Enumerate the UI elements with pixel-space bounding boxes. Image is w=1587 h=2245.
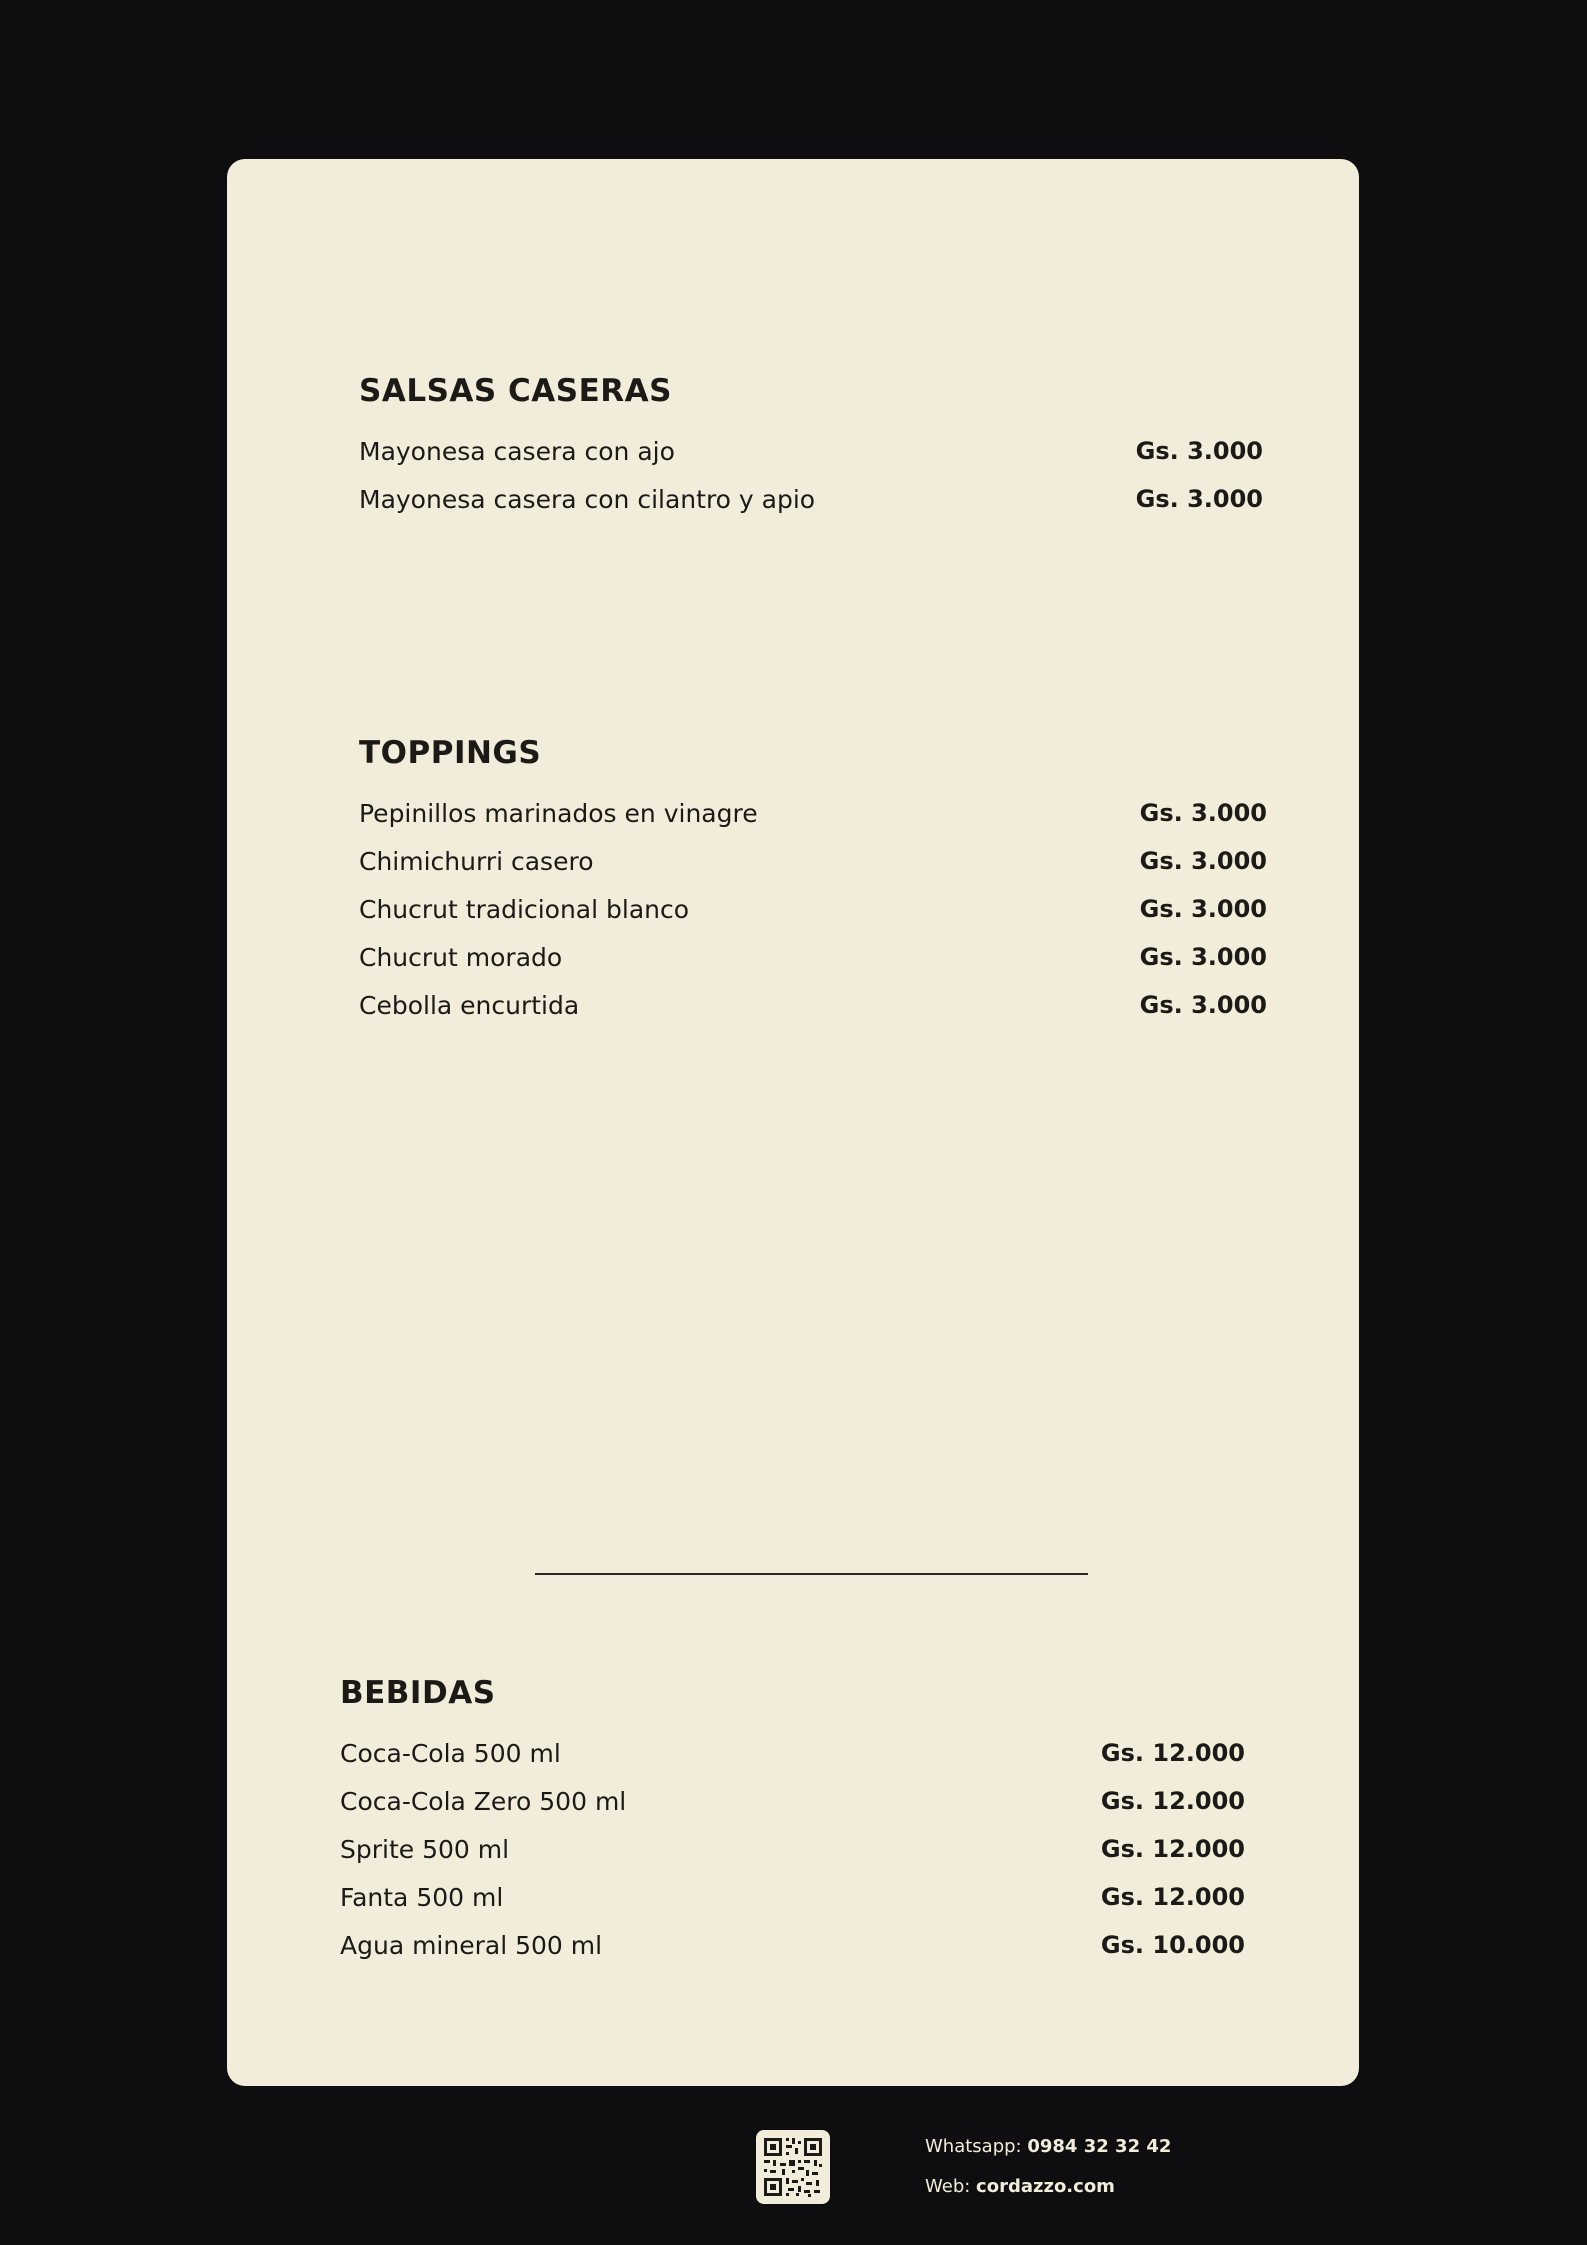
menu-item: [359, 475, 1263, 523]
menu-item: [340, 1777, 1245, 1825]
item-price: Gs. 12.000: [1100, 1739, 1245, 1767]
menu-item: [359, 837, 1267, 885]
item-price: Gs. 3.000: [1139, 847, 1267, 875]
item-price: Gs. 3.000: [1139, 895, 1267, 923]
menu-item: [359, 981, 1267, 1029]
item-price: Gs. 3.000: [1139, 943, 1267, 971]
item-price: Gs. 10.000: [1100, 1931, 1245, 1959]
section-salsas-caseras: [359, 369, 1263, 523]
web-link[interactable]: cordazzo.com: [976, 2176, 1115, 2197]
menu-item: [340, 1825, 1245, 1873]
menu-footer: [0, 2120, 1587, 2220]
item-name: Chimichurri casero: [359, 846, 594, 876]
item-price: Gs. 12.000: [1100, 1883, 1245, 1911]
item-name: Pepinillos marinados en vinagre: [359, 798, 758, 828]
contact-whatsapp: [925, 2136, 1171, 2157]
menu-item: [359, 885, 1267, 933]
menu-item: [359, 933, 1267, 981]
section-divider: [535, 1573, 1088, 1575]
section-toppings: [359, 731, 1267, 1029]
item-list: [340, 1729, 1245, 1969]
menu-item: [359, 789, 1267, 837]
menu-card: [227, 159, 1359, 2086]
item-list: [359, 789, 1267, 1029]
item-name: Sprite 500 ml: [340, 1834, 510, 1864]
item-price: Gs. 3.000: [1135, 485, 1263, 513]
menu-item: [340, 1873, 1245, 1921]
menu-item: [359, 427, 1263, 475]
item-name: Cebolla encurtida: [359, 990, 580, 1020]
section-title: TOPPINGS: [359, 735, 542, 771]
menu-item: [340, 1729, 1245, 1777]
item-price: Gs. 3.000: [1139, 799, 1267, 827]
item-name: Mayonesa casera con ajo: [359, 436, 675, 466]
item-name: Chucrut morado: [359, 942, 563, 972]
item-list: [359, 427, 1263, 523]
whatsapp-label: Whatsapp:: [925, 2136, 1022, 2157]
item-name: Coca-Cola 500 ml: [340, 1738, 561, 1768]
web-label: Web:: [925, 2176, 971, 2197]
qr-code-graphic: [756, 2130, 830, 2204]
section-title: BEBIDAS: [340, 1675, 496, 1711]
item-name: Chucrut tradicional blanco: [359, 894, 690, 924]
whatsapp-number[interactable]: 0984 32 32 42: [1027, 2136, 1172, 2157]
menu-item: [340, 1921, 1245, 1969]
section-title: SALSAS CASERAS: [359, 373, 672, 409]
item-name: Agua mineral 500 ml: [340, 1930, 603, 1960]
item-price: Gs. 12.000: [1100, 1787, 1245, 1815]
item-price: Gs. 12.000: [1100, 1835, 1245, 1863]
section-bebidas: [340, 1671, 1245, 1969]
item-name: Coca-Cola Zero 500 ml: [340, 1786, 627, 1816]
item-name: Mayonesa casera con cilantro y apio: [359, 484, 816, 514]
item-price: Gs. 3.000: [1135, 437, 1263, 465]
item-price: Gs. 3.000: [1139, 991, 1267, 1019]
item-name: Fanta 500 ml: [340, 1882, 504, 1912]
qr-code-icon[interactable]: [756, 2130, 830, 2204]
contact-web: [925, 2176, 1115, 2197]
